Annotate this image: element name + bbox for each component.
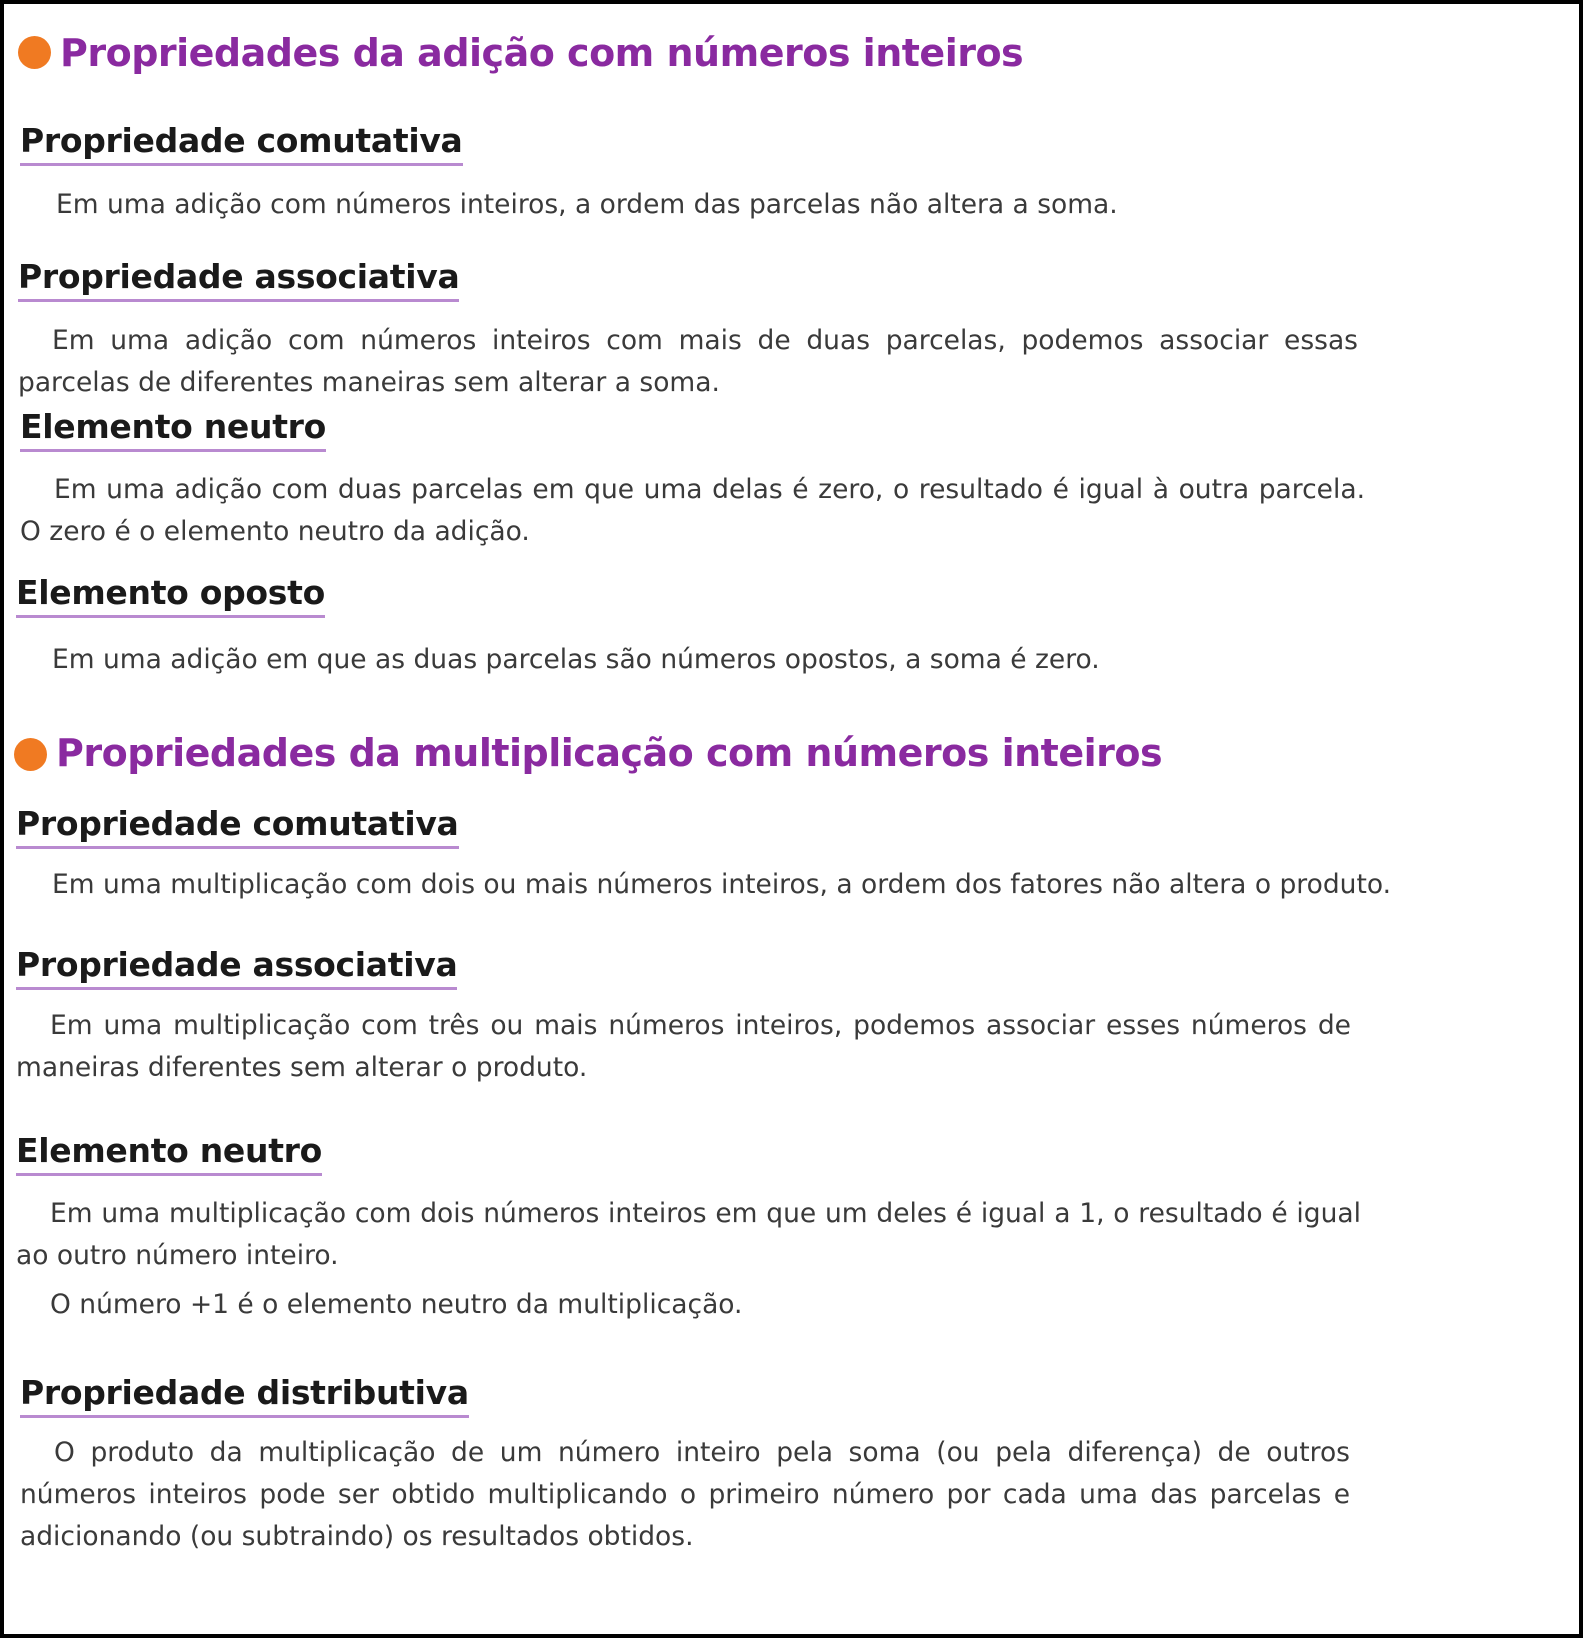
section-title-addition: Propriedades da adição com números inteiros bbox=[60, 31, 1024, 75]
subheading-neutral-addition: Elemento neutro bbox=[20, 410, 326, 452]
paragraph-neutral-multiplication: Em uma multiplicação com dois números inteiros em que um deles é igual a 1, o resultado é igual ao outro número inteiro. bbox=[16, 1198, 1361, 1271]
subheading-commutative-multiplication: Propriedade comutativa bbox=[16, 807, 459, 849]
paragraph-commutative-multiplication: Em uma multiplicação com dois ou mais números inteiros, a ordem dos fatores não altera o produto. bbox=[52, 869, 1392, 900]
subheading-associative-addition: Propriedade associativa bbox=[18, 260, 459, 302]
paragraph-distributive-multiplication: O produto da multiplicação de um número inteiro pela soma (ou pela diferença) de outros números inteiros pode ser obtido multiplicando o primeiro número por cada uma das parcelas e adicionando (ou subtraindo) os resultados obtidos. bbox=[20, 1437, 1350, 1552]
paragraph-associative-multiplication: Em uma multiplicação com três ou mais números inteiros, podemos associar esses números de maneiras diferentes sem alterar o produto. bbox=[16, 1010, 1351, 1083]
orange-dot-icon bbox=[18, 36, 51, 69]
orange-dot-icon bbox=[14, 738, 47, 771]
subheading-associative-multiplication: Propriedade associativa bbox=[16, 948, 457, 990]
paragraph-opposite-addition: Em uma adição em que as duas parcelas são números opostos, a soma é zero. bbox=[52, 644, 1100, 675]
paragraph-neutral-addition: Em uma adição com duas parcelas em que uma delas é zero, o resultado é igual à outra parcela. O zero é o elemento neutro da adição. bbox=[20, 474, 1365, 547]
paragraph-associative-addition: Em uma adição com números inteiros com mais de duas parcelas, podemos associar essas parcelas de diferentes maneiras sem alterar a soma. bbox=[18, 325, 1358, 398]
subheading-distributive-multiplication: Propriedade distributiva bbox=[20, 1376, 469, 1418]
subheading-opposite-addition: Elemento oposto bbox=[16, 576, 325, 618]
section-title-multiplication: Propriedades da multiplicação com números inteiros bbox=[56, 731, 1163, 775]
subheading-commutative-addition: Propriedade comutativa bbox=[20, 124, 463, 166]
paragraph-neutral-multiplication-note: O número +1 é o elemento neutro da multiplicação. bbox=[50, 1289, 743, 1320]
subheading-neutral-multiplication: Elemento neutro bbox=[16, 1134, 322, 1176]
paragraph-commutative-addition: Em uma adição com números inteiros, a ordem das parcelas não altera a soma. bbox=[56, 189, 1118, 220]
